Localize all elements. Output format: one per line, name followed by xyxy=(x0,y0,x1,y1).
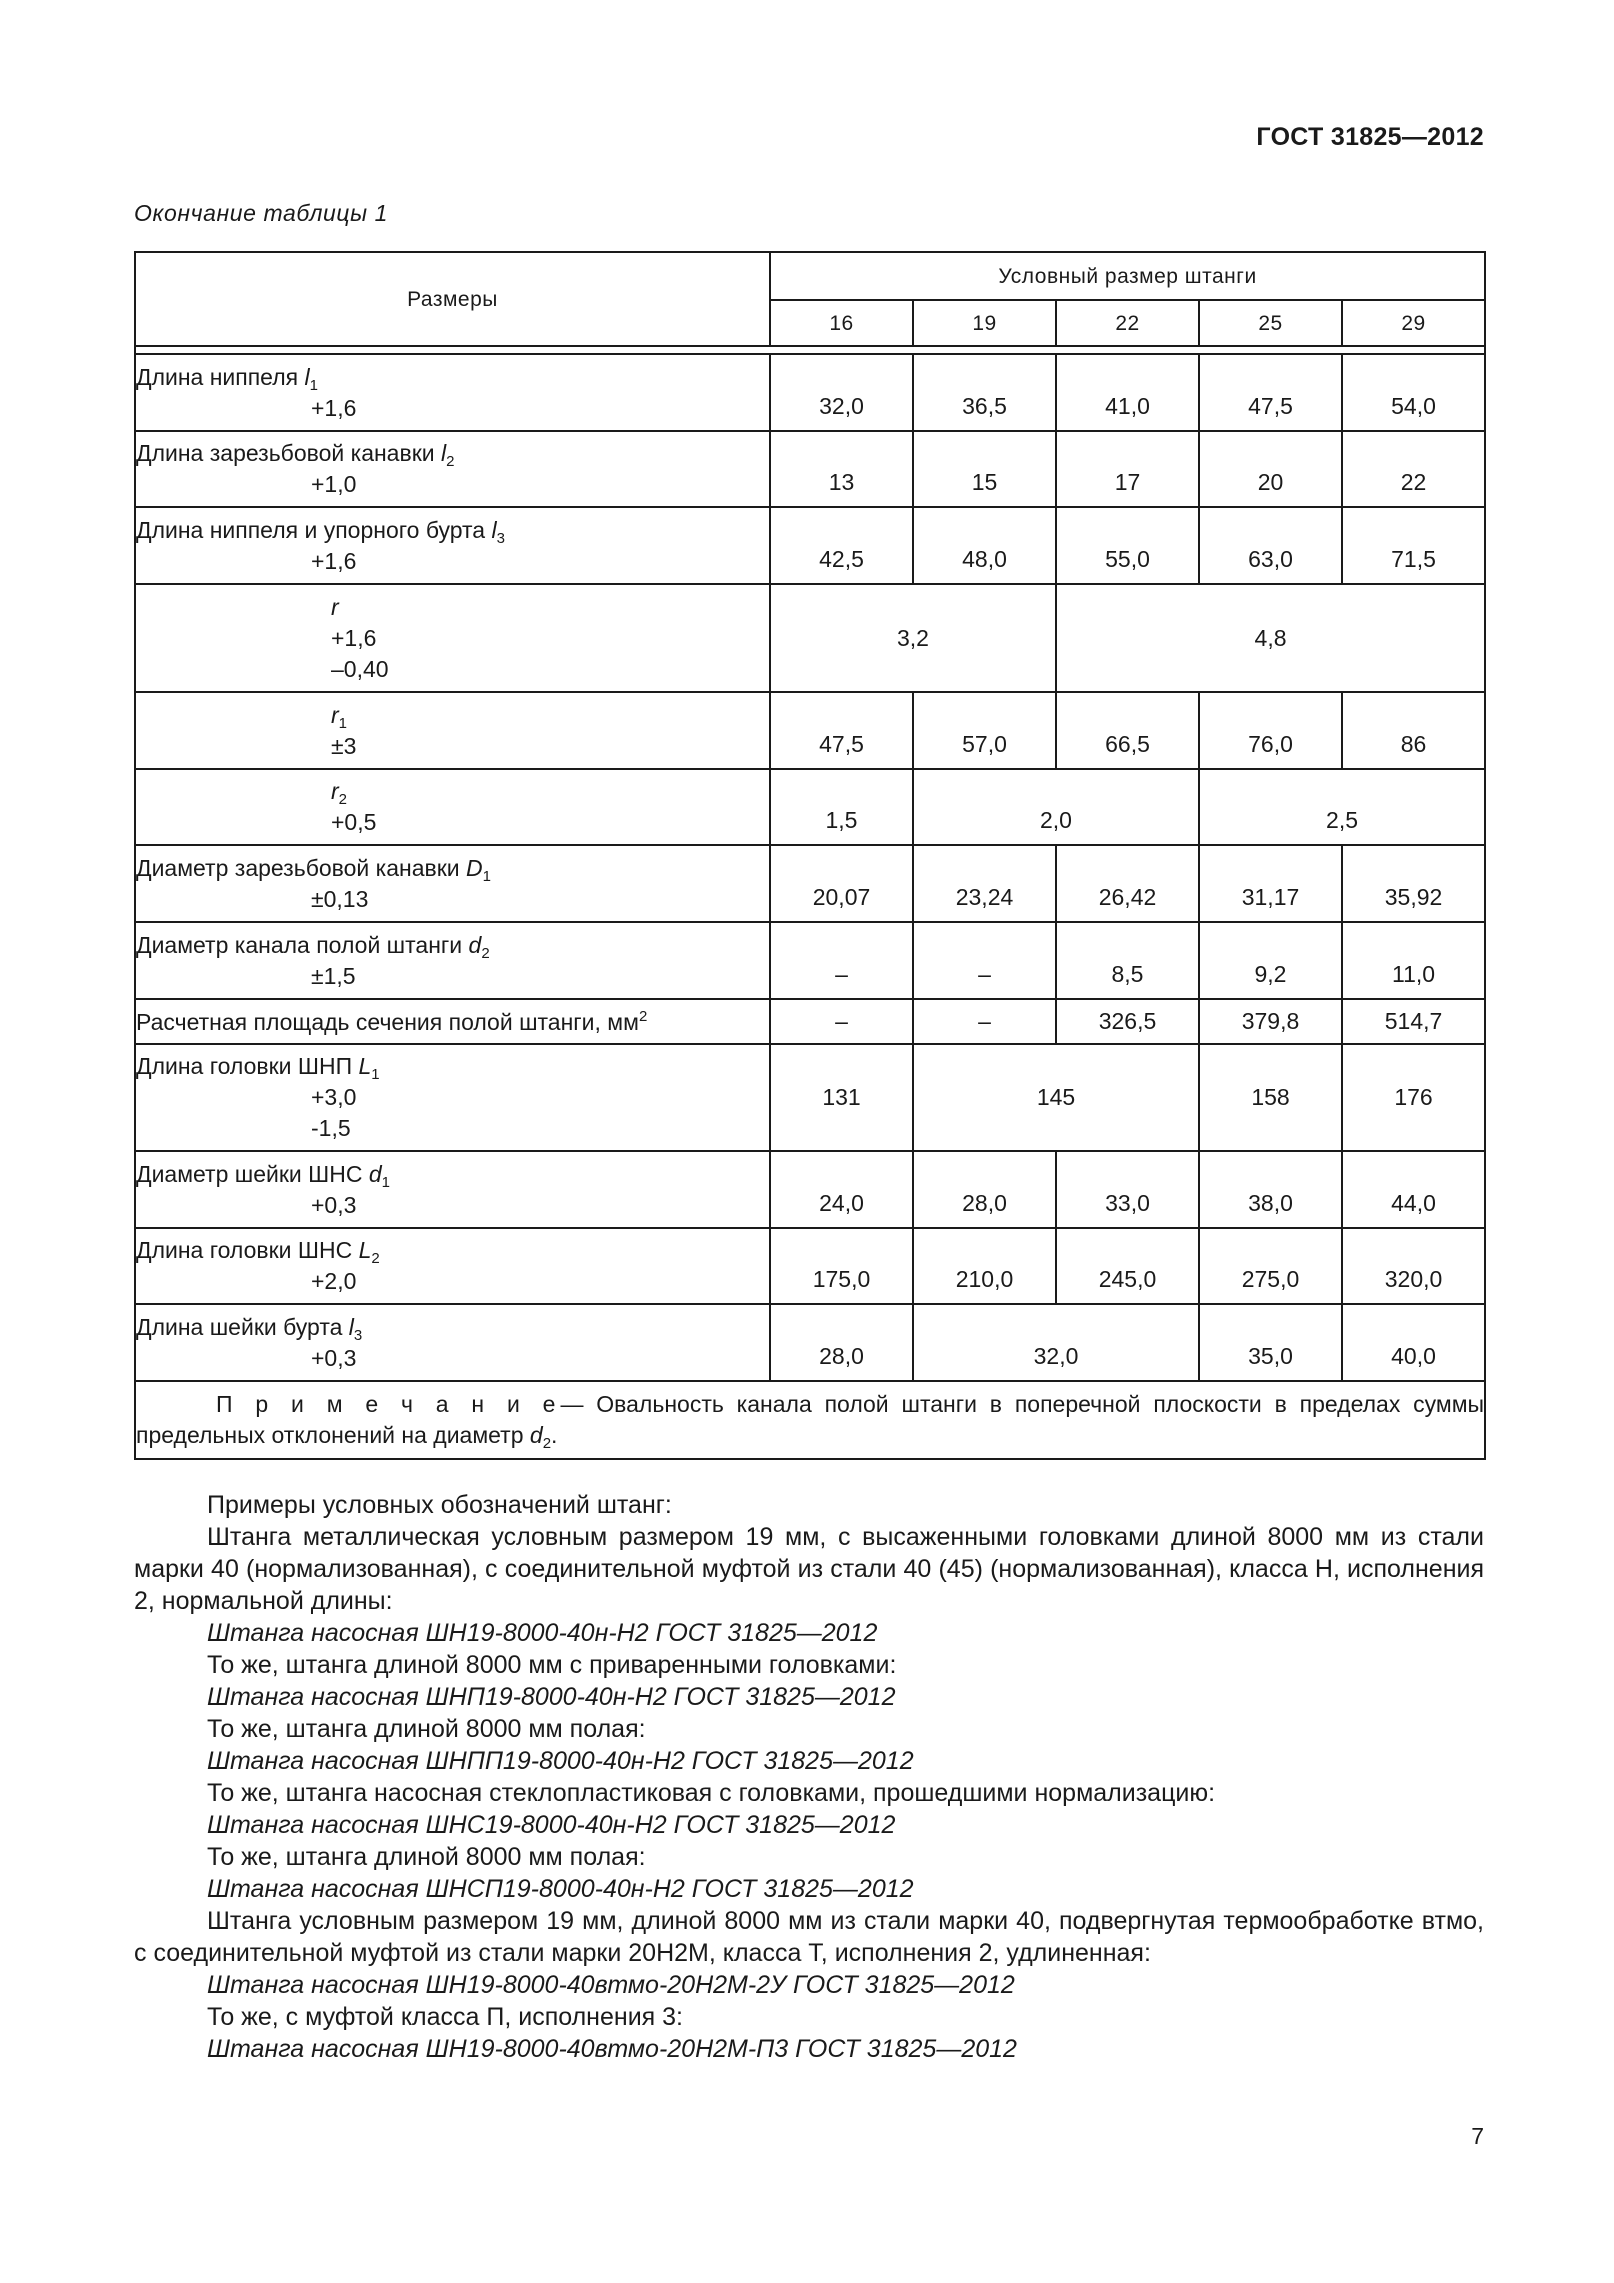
row-label: Расчетная площадь сечения полой штанги, $мм^2$ xyxy=(135,999,770,1044)
table-note-row xyxy=(135,1381,1485,1459)
designation-example: Штанга насосная ШН19-8000-40втмо-20Н2М-П3 ГОСТ 31825—2012 xyxy=(207,2035,1017,2063)
cell: 15 xyxy=(913,431,1056,507)
cell: 47,5 xyxy=(770,692,913,769)
row-label: Длина головки ШНП $L_1$ +3,0 -1,5 xyxy=(135,1044,770,1151)
table-caption: Окончание таблицы 1 xyxy=(134,200,389,226)
cell: 17 xyxy=(1056,431,1199,507)
header-size: 22 xyxy=(1056,300,1199,346)
header-size: 25 xyxy=(1199,300,1342,346)
table-row xyxy=(135,1228,1485,1304)
cell: 145 xyxy=(913,1044,1199,1151)
cell: 4,8 xyxy=(1056,584,1485,692)
paragraph: То же, штанга длиной 8000 мм полая: xyxy=(207,1843,646,1871)
cell: 2,0 xyxy=(913,769,1199,845)
page-number: 7 xyxy=(1471,2123,1484,2149)
header-dimensions: Размеры xyxy=(135,252,770,346)
row-label: Длина ниппеля и упорного бурта $l_3$ +1,6 xyxy=(135,507,770,584)
cell: – xyxy=(770,922,913,999)
cell: 33,0 xyxy=(1056,1151,1199,1228)
table-row xyxy=(135,999,1485,1044)
cell: 40,0 xyxy=(1342,1304,1485,1381)
cell: 28,0 xyxy=(913,1151,1056,1228)
table-row xyxy=(135,692,1485,769)
table-row xyxy=(135,1044,1485,1151)
table-row xyxy=(135,1151,1485,1228)
cell: 22 xyxy=(1342,431,1485,507)
cell: 54,0 xyxy=(1342,354,1485,431)
cell: 47,5 xyxy=(1199,354,1342,431)
cell: 11,0 xyxy=(1342,922,1485,999)
table-row xyxy=(135,584,1485,692)
cell: 48,0 xyxy=(913,507,1056,584)
cell: 23,24 xyxy=(913,845,1056,922)
cell: 175,0 xyxy=(770,1228,913,1304)
cell: 31,17 xyxy=(1199,845,1342,922)
table-row xyxy=(135,845,1485,922)
cell: – xyxy=(913,999,1056,1044)
designation-example: Штанга насосная ШН19-8000-40н-Н2 ГОСТ 31825—2012 xyxy=(207,1619,878,1647)
cell: 1,5 xyxy=(770,769,913,845)
table-note: П р и м е ч а н и е— Овальность канала полой штанги в поперечной плоскости в пределах суммы предельных отклонений на диаметр $d_2$. xyxy=(135,1381,1485,1459)
cell: 245,0 xyxy=(1056,1228,1199,1304)
cell: 32,0 xyxy=(770,354,913,431)
cell: 57,0 xyxy=(913,692,1056,769)
row-label: Длина зарезьбовой канавки $l_2$ +1,0 xyxy=(135,431,770,507)
cell: 66,5 xyxy=(1056,692,1199,769)
designation-example: Штанга насосная ШНСП19-8000-40н-Н2 ГОСТ 31825—2012 xyxy=(207,1875,914,1903)
cell: 36,5 xyxy=(913,354,1056,431)
paragraph: То же, с муфтой класса П, исполнения 3: xyxy=(207,2003,684,2031)
designation-examples xyxy=(134,1489,1484,2065)
row-label: Диаметр канала полой штанги $d_2$ ±1,5 xyxy=(135,922,770,999)
table-row xyxy=(135,431,1485,507)
header-nominal-size: Условный размер штанги xyxy=(770,252,1485,300)
document-id: ГОСТ 31825—2012 xyxy=(1256,123,1484,151)
cell: 86 xyxy=(1342,692,1485,769)
row-label: $r_1$ ±3 xyxy=(135,692,770,769)
cell: 13 xyxy=(770,431,913,507)
cell: 63,0 xyxy=(1199,507,1342,584)
row-label: Диаметр шейки ШНС $d_1$ +0,3 xyxy=(135,1151,770,1228)
cell: 35,92 xyxy=(1342,845,1485,922)
designation-example: Штанга насосная ШНС19-8000-40н-Н2 ГОСТ 31825—2012 xyxy=(207,1811,896,1839)
row-label: $r_2$ +0,5 xyxy=(135,769,770,845)
cell: – xyxy=(770,999,913,1044)
table-row xyxy=(135,769,1485,845)
designation-example: Штанга насосная ШН19-8000-40втмо-20Н2М-2У ГОСТ 31825—2012 xyxy=(207,1971,1015,1999)
cell: 38,0 xyxy=(1199,1151,1342,1228)
cell: 158 xyxy=(1199,1044,1342,1151)
dimensions-table xyxy=(134,251,1486,1460)
paragraph: То же, штанга длиной 8000 мм с приваренными головками: xyxy=(207,1651,897,1679)
cell: 41,0 xyxy=(1056,354,1199,431)
cell: 326,5 xyxy=(1056,999,1199,1044)
cell: 28,0 xyxy=(770,1304,913,1381)
cell: – xyxy=(913,922,1056,999)
cell: 32,0 xyxy=(913,1304,1199,1381)
paragraph: Штанга условным размером 19 мм, длиной 8000 мм из стали марки 40, подвергнутая термообработке втмо, с соединительной муфтой из стали марки 20Н2М, класса Т, исполнения 2, удлиненная: xyxy=(134,1907,1484,1967)
cell: 320,0 xyxy=(1342,1228,1485,1304)
designation-example: Штанга насосная ШНПП19-8000-40н-Н2 ГОСТ 31825—2012 xyxy=(207,1747,914,1775)
cell: 275,0 xyxy=(1199,1228,1342,1304)
cell: 379,8 xyxy=(1199,999,1342,1044)
paragraph: То же, штанга длиной 8000 мм полая: xyxy=(207,1715,646,1743)
cell: 44,0 xyxy=(1342,1151,1485,1228)
table-row xyxy=(135,354,1485,431)
row-label: Длина ниппеля $l_1$ +1,6 xyxy=(135,354,770,431)
cell: 71,5 xyxy=(1342,507,1485,584)
cell: 76,0 xyxy=(1199,692,1342,769)
cell: 514,7 xyxy=(1342,999,1485,1044)
cell: 35,0 xyxy=(1199,1304,1342,1381)
cell: 2,5 xyxy=(1199,769,1485,845)
paragraph: Штанга металлическая условным размером 19 мм, с высаженными головками длиной 8000 мм из стали марки 40 (нормализованная), с соединительной муфтой из стали 40 (45) (нормализованная), класса Н, исполнения 2, нормальной длины: xyxy=(134,1523,1484,1615)
cell: 42,5 xyxy=(770,507,913,584)
row-label: Диаметр зарезьбовой канавки $D_1$ ±0,13 xyxy=(135,845,770,922)
table-row xyxy=(135,507,1485,584)
table-row xyxy=(135,922,1485,999)
cell: 8,5 xyxy=(1056,922,1199,999)
paragraph: Примеры условных обозначений штанг: xyxy=(207,1491,672,1519)
cell: 210,0 xyxy=(913,1228,1056,1304)
row-label: Длина шейки бурта $l_3$ +0,3 xyxy=(135,1304,770,1381)
header-size: 16 xyxy=(770,300,913,346)
cell: 9,2 xyxy=(1199,922,1342,999)
header-size: 29 xyxy=(1342,300,1485,346)
cell: 20 xyxy=(1199,431,1342,507)
table-row xyxy=(135,1304,1485,1381)
cell: 20,07 xyxy=(770,845,913,922)
header-size: 19 xyxy=(913,300,1056,346)
designation-example: Штанга насосная ШНП19-8000-40н-Н2 ГОСТ 31825—2012 xyxy=(207,1683,896,1711)
row-label: Длина головки ШНС $L_2$ +2,0 xyxy=(135,1228,770,1304)
row-label: r +1,6 –0,40 xyxy=(135,584,770,692)
cell: 26,42 xyxy=(1056,845,1199,922)
cell: 176 xyxy=(1342,1044,1485,1151)
cell: 3,2 xyxy=(770,584,1056,692)
cell: 55,0 xyxy=(1056,507,1199,584)
paragraph: То же, штанга насосная стеклопластиковая с головками, прошедшими нормализацию: xyxy=(207,1779,1216,1807)
cell: 24,0 xyxy=(770,1151,913,1228)
cell: 131 xyxy=(770,1044,913,1151)
